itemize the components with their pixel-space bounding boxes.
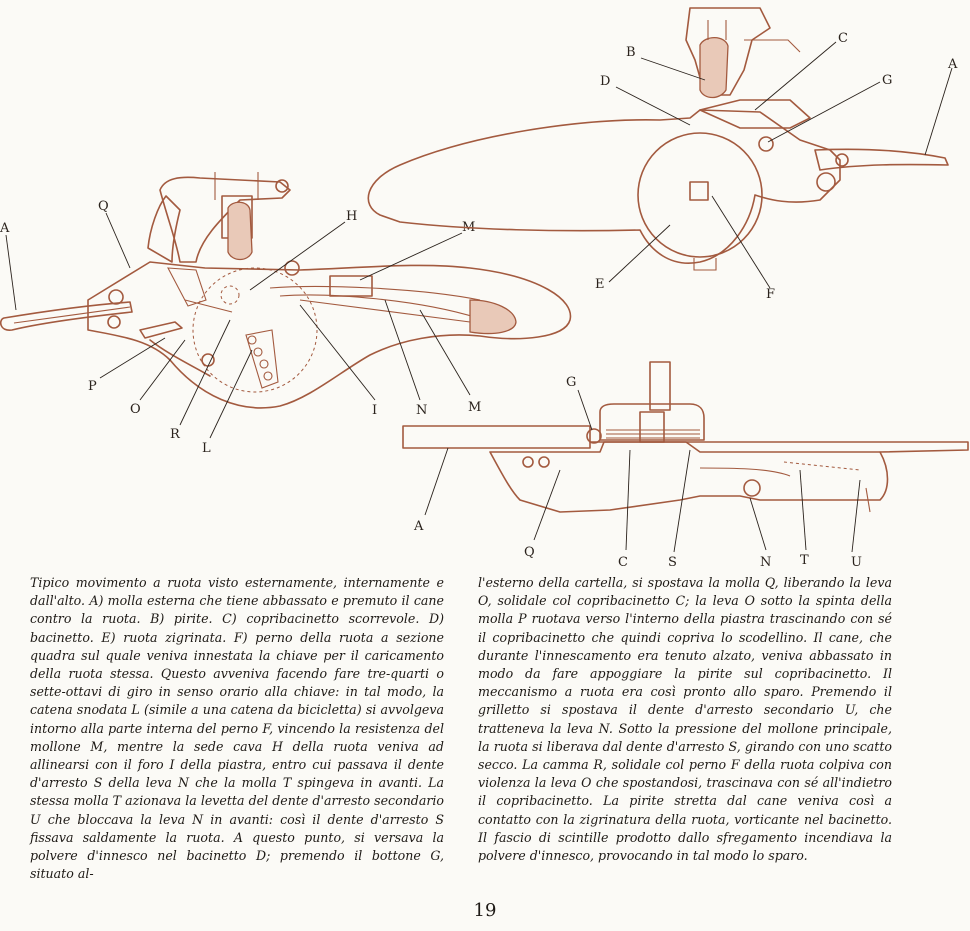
label-q-external: Q — [98, 199, 109, 214]
label-p-external: P — [88, 379, 97, 394]
label-o-external: O — [130, 402, 141, 417]
label-l-external: L — [202, 441, 211, 456]
side-view-drawing — [403, 362, 968, 512]
label-s-side: S — [668, 555, 677, 570]
chain-l — [246, 330, 278, 388]
label-f-top: F — [766, 287, 776, 302]
label-a-side: A — [414, 519, 424, 534]
label-a-external: A — [0, 221, 10, 236]
label-t-side: T — [800, 553, 809, 568]
label-q-side: Q — [524, 545, 535, 560]
page-number: 19 — [473, 900, 497, 921]
label-d-top: D — [600, 74, 611, 89]
label-i-external: I — [372, 403, 378, 418]
label-g-top: G — [882, 73, 893, 88]
label-n-external: N — [416, 403, 428, 418]
label-m-external-bottom: M — [468, 400, 482, 415]
label-g-side: G — [566, 375, 577, 390]
label-c-top: C — [838, 31, 848, 46]
label-h-external: H — [346, 209, 358, 224]
side-view-leaders — [425, 390, 860, 552]
caption-column-right: l'esterno della cartella, si spostava la molla Q, liberando la leva O, solidale col copribacinetto C; la leva O sotto la spinta della molla P ruotava verso l'interno della piastra trascinando con sé il copribacinetto che quindi copriva lo scodellino. Il cane, che durante l'innescamento era tenuto alzato, veniva abbassato in modo da fare appoggiare la pirite sul copribacinetto. Il meccanismo a ruota era così pronto allo sparo. Premendo il grilletto si spostava il dente d'arresto secondario U, che tratteneva la leva N. Sotto la pressione del mollone principale, la ruota si liberava dal dente d'arresto S, girando con uno scatto secco. La camma R, solidale col perno F della ruota colpiva con violenza la leva O che spostandosi, trascinava con sé all'indietro il copribacinetto. La pirite stretta dal cane veniva così a contatto con la zigrinatura della ruota, vorticante nel bacinetto. Il fascio di scintille prodotto dallo sfregamento incendiava la polvere d'innesco, provocando in tal modo lo sparo. — [478, 575, 892, 864]
label-c-side: C — [618, 555, 628, 570]
caption-column-left: Tipico movimento a ruota visto esternamente, internamente e dall'alto. A) molla esterna che tiene abbassato e premuto il cane contro la ruota. B) pirite. C) copribacinetto scorrevole. D) bacinetto. E) ruota zigrinata. F) perno della ruota a sezione quadra sul quale veniva innestata la chiave per il caricamento della ruota stessa. Questo avveniva facendo fare tre-quarti o sette-ottavi di giro in senso orario alla chiave: in tal modo, la catena snodata L (simile a una catena da bicicletta) si avvolgeva intorno alla parte interna del perno F, vincendo la resistenza del mollone M, mentre la sede cava H della ruota veniva ad allinearsi con il foro I della piastra, entro cui passava il dente d'arresto S della leva N che la molla T spingeva in avanti. La stessa molla T azionava la levetta del dente d'arresto secondario U che bloccava la leva N in avanti: così il dente d'arresto S fissava saldamente la ruota. A questo punto, si versava la polvere d'innesco nel bacinetto D; premendo il bottone G, situato al- — [30, 575, 444, 882]
label-a-top: A — [948, 57, 958, 72]
lock-plate-drawing — [1, 172, 571, 408]
label-r-external: R — [170, 427, 180, 442]
top-view-drawing — [368, 8, 948, 270]
label-e-top: E — [595, 277, 605, 292]
label-m-external-top: M — [462, 220, 476, 235]
label-u-side: U — [851, 555, 862, 570]
label-n-side: N — [760, 555, 772, 570]
label-b-top: B — [626, 45, 636, 60]
